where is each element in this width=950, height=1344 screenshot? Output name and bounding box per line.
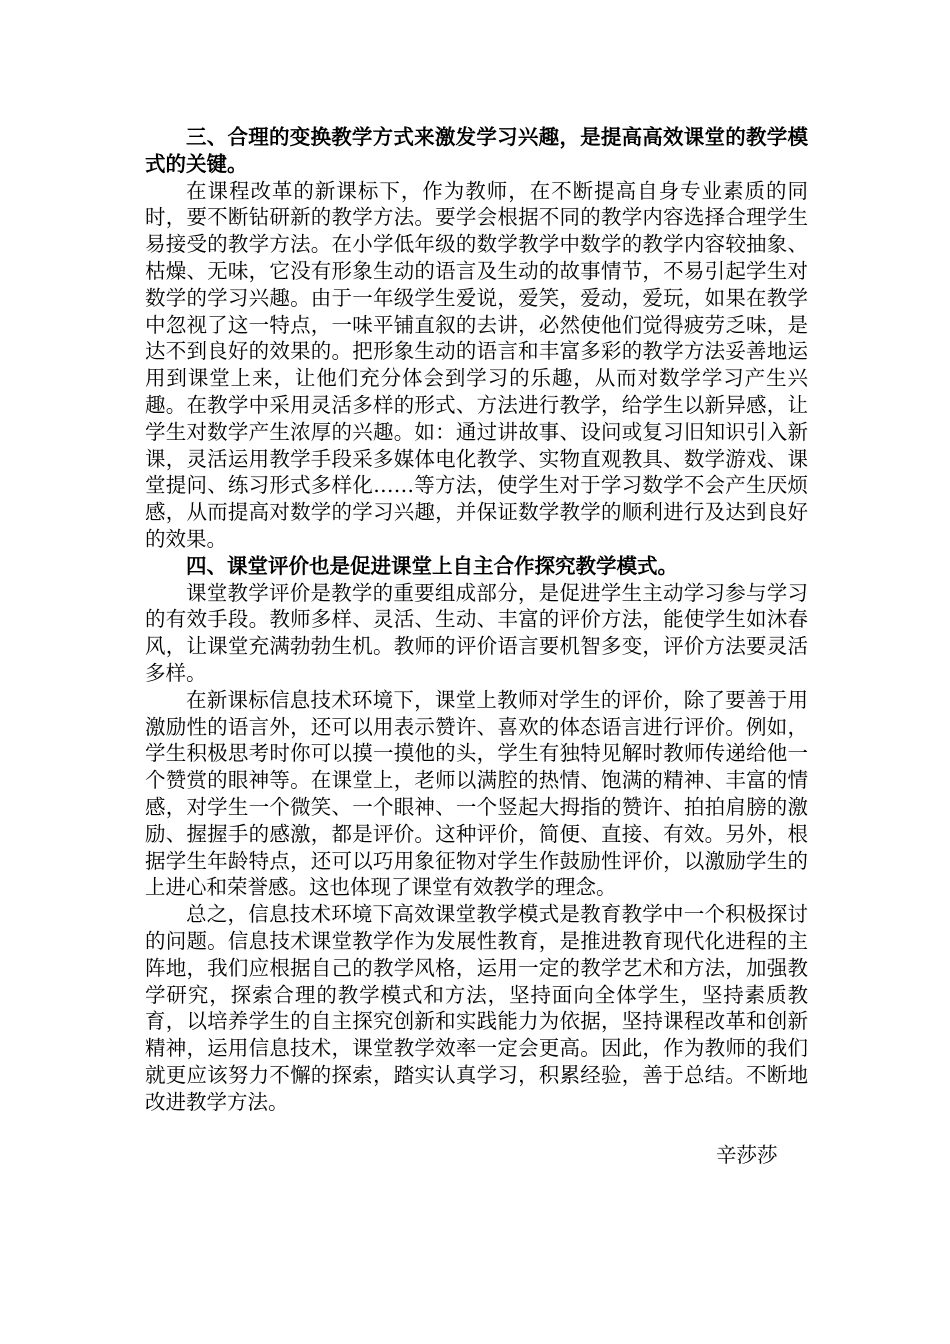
section-3-heading: 三、合理的变换教学方式来激发学习兴趣，是提高高效课堂的教学模式的关键。 [145, 125, 808, 176]
section-4-paragraph-1: 课堂教学评价是教学的重要组成部分，是促进学生主动学习参与学习的有效手段。教师多样、灵活、生动、丰富的评价方法，能使学生如沐春风，让课堂充满勃勃生机。教师的评价语言要机智多变，评价方法要灵活多样。 [145, 580, 808, 685]
conclusion-paragraph: 总之，信息技术环境下高效课堂教学模式是教育教学中一个积极探讨的问题。信息技术课堂教学作为发展性教育，是推进教育现代化进程的主阵地，我们应根据自己的教学风格，运用一定的教学艺术和方法，加强教学研究，探索合理的教学模式和方法，坚持面向全体学生，坚持素质教育，以培养学生的自主探究创新和实践能力为依据，坚持课程改革和创新精神，运用信息技术，课堂教学效率一定会更高。因此，作为教师的我们就更应该努力不懈的探索，踏实认真学习，积累经验，善于总结。不断地改进教学方法。 [145, 902, 808, 1114]
author-signature: 辛莎莎 [716, 1143, 778, 1167]
section-4-paragraph-2: 在新课标信息技术环境下，课堂上教师对学生的评价，除了要善于用激励性的语言外，还可以用表示赞许、喜欢的体态语言进行评价。例如，学生积极思考时你可以摸一摸他的头，学生有独特见解时教师传递给他一个赞赏的眼神等。在课堂上，老师以满腔的热情、饱满的精神、丰富的情感，对学生一个微笑、一个眼神、一个竖起大拇指的赞许、拍拍肩膀的激励、握握手的感激，都是评价。这种评价，简便、直接、有效。另外，根据学生年龄特点，还可以巧用象征物对学生作鼓励性评价，以激励学生的上进心和荣誉感。这也体现了课堂有效教学的理念。 [145, 687, 808, 900]
section-4-heading: 四、课堂评价也是促进课堂上自主合作探究教学模式。 [186, 553, 678, 578]
section-3-paragraph: 在课程改革的新课标下，作为教师，在不断提高自身专业素质的同时，要不断钻研新的教学方法。要学会根据不同的教学内容选择合理学生易接受的教学方法。在小学低年级的数学教学中数学的教学内容较抽象、枯燥、无味，它没有形象生动的语言及生动的故事情节，不易引起学生对数学的学习兴趣。由于一年级学生爱说，爱笑，爱动，爱玩，如果在教学中忽视了这一特点，一味平铺直叙的去讲，必然使他们觉得疲劳乏味，是达不到良好的效果的。把形象生动的语言和丰富多彩的教学方法妥善地运用到课堂上来，让他们充分体会到学习的乐趣，从而对数学学习产生兴趣。在教学中采用灵活多样的形式、方法进行教学，给学生以新异感，让学生对数学产生浓厚的兴趣。如：通过讲故事、设问或复习旧知识引入新课，灵活运用教学手段采多媒体电化教学、实物直观教具、数学游戏、课堂提问、练习形式多样化……等方法，使学生对于学习数学不会产生厌烦感，从而提高对数学的学习兴趣，并保证数学教学的顺利进行及达到良好的效果。 [145, 178, 808, 551]
document-body [145, 124, 808, 1115]
